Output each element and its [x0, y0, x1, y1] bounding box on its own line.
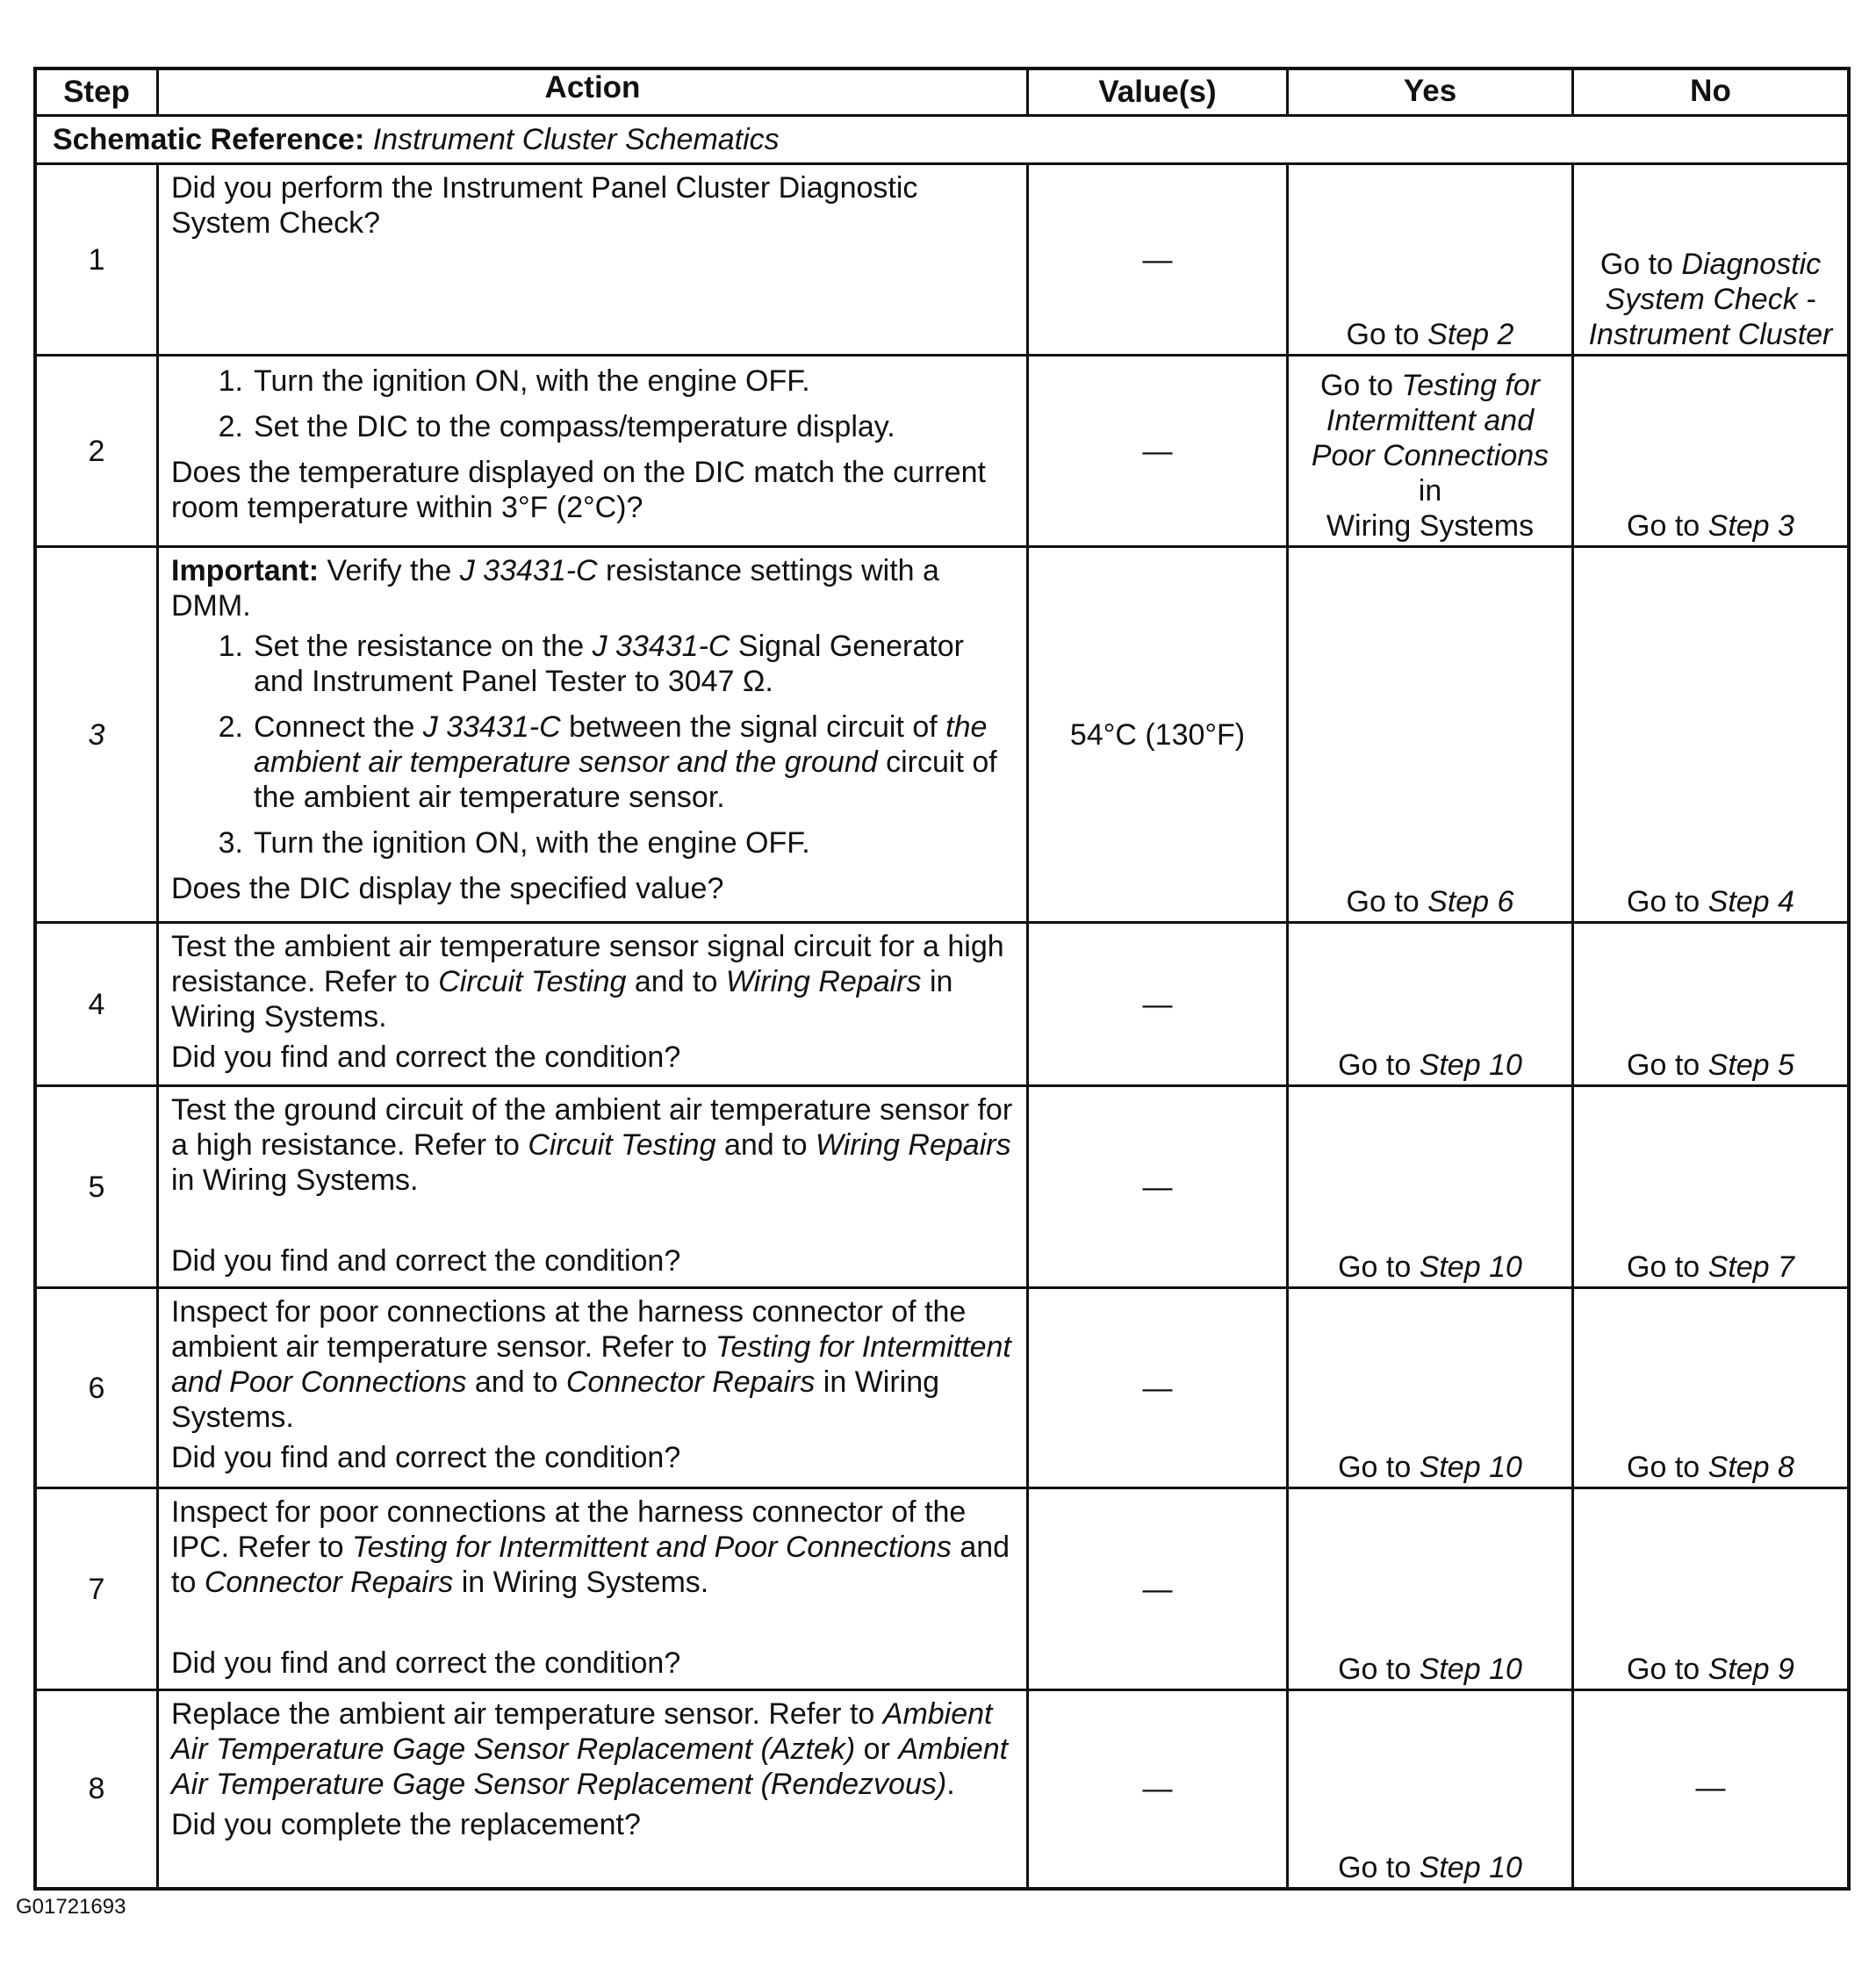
- step-description: Test the ambient air temperature sensor signal circuit for a high resistance. Refer to Circuit Testing and to Wiring Repairs in Wiring Systems.: [171, 930, 1004, 1034]
- header-row: [35, 68, 1849, 116]
- list-item: 1. Turn the ignition ON, with the engine OFF.: [218, 364, 810, 398]
- step-value: —: [1028, 1690, 1288, 1889]
- yes-link[interactable]: Step 10: [1419, 1451, 1522, 1484]
- step-number: 1: [35, 164, 158, 356]
- yes-link[interactable]: Step 10: [1419, 1048, 1522, 1082]
- yes-link[interactable]: Step 2: [1427, 318, 1514, 351]
- important-note: Important: Verify the J 33431-C resistance settings with a DMM.: [171, 554, 939, 623]
- step-instructions: [171, 364, 1016, 444]
- header-yes: Yes: [1288, 68, 1573, 116]
- step-number: 4: [35, 923, 158, 1086]
- step-number: 8: [35, 1690, 158, 1889]
- no-link[interactable]: Step 8: [1707, 1451, 1794, 1484]
- step-question: Did you find and correct the condition?: [171, 1646, 681, 1680]
- no-link[interactable]: Step 9: [1707, 1653, 1794, 1686]
- step-value: —: [1028, 356, 1288, 547]
- table-row: [35, 923, 1849, 1086]
- step-action: Did you perform the Instrument Panel Cluster Diagnostic System Check?: [158, 164, 1028, 356]
- table-row: [35, 1086, 1849, 1288]
- step-question: Did you find and correct the condition?: [171, 1244, 681, 1278]
- yes-link[interactable]: Step 10: [1419, 1850, 1522, 1884]
- diagnostic-table: [33, 67, 1851, 1891]
- step-question: Does the temperature displayed on the DIC match the current room temperature within 3°F (2°C)?: [171, 456, 986, 524]
- no-link[interactable]: Step 4: [1707, 885, 1794, 918]
- step-no: Go to Step 7: [1573, 1086, 1850, 1288]
- step-action: [158, 547, 1028, 923]
- step-yes: Go to Step 10: [1288, 1488, 1573, 1690]
- step-number: 6: [35, 1288, 158, 1488]
- step-value: —: [1028, 1488, 1288, 1690]
- step-no: Go to Step 4: [1573, 547, 1850, 923]
- step-yes: Go to Step 6: [1288, 547, 1573, 923]
- step-value: —: [1028, 1086, 1288, 1288]
- yes-link[interactable]: Step 10: [1419, 1653, 1522, 1686]
- schematic-reference: [35, 116, 1849, 164]
- table-row: [35, 356, 1849, 547]
- list-item: 3. Turn the ignition ON, with the engine OFF.: [218, 826, 810, 860]
- step-description: Test the ground circuit of the ambient air temperature sensor for a high resistance. Refer to Circuit Testing and to Wiring Repairs in Wiring Systems.: [171, 1093, 1013, 1197]
- table-row: [35, 1288, 1849, 1488]
- step-number: 5: [35, 1086, 158, 1288]
- step-action: [158, 356, 1028, 547]
- step-action: [158, 1690, 1028, 1889]
- step-yes: Go to Step 2: [1288, 164, 1573, 356]
- step-yes: Go to Step 10: [1288, 1288, 1573, 1488]
- step-no: Go to Step 3: [1573, 356, 1850, 547]
- no-link[interactable]: Step 7: [1707, 1250, 1794, 1284]
- step-instructions: [171, 629, 1016, 861]
- table-row: [35, 1488, 1849, 1690]
- step-description: Inspect for poor connections at the harness connector of the IPC. Refer to Testing for Intermittent and Poor Connections and to Connector Repairs in Wiring Systems.: [171, 1495, 1010, 1599]
- step-number: 2: [35, 356, 158, 547]
- step-question: Did you find and correct the condition?: [171, 1041, 681, 1074]
- schematic-link[interactable]: Instrument Cluster Schematics: [372, 123, 780, 156]
- step-no: Go to Step 8: [1573, 1288, 1850, 1488]
- step-question: Did you complete the replacement?: [171, 1808, 641, 1841]
- step-yes: Go to Step 10: [1288, 923, 1573, 1086]
- yes-link[interactable]: Testing for Intermittent and Poor Connections: [1311, 369, 1549, 472]
- schematic-label: Schematic Reference:: [53, 123, 365, 156]
- list-item: 1. Set the resistance on the J 33431-C Signal Generator and Instrument Panel Tester to 3047 Ω.: [218, 630, 964, 698]
- yes-link[interactable]: Step 10: [1419, 1250, 1522, 1284]
- step-number: 3: [35, 547, 158, 923]
- step-question: Does the DIC display the specified value?: [171, 872, 724, 905]
- table-row: [35, 547, 1849, 923]
- no-link[interactable]: Step 3: [1707, 509, 1794, 543]
- header-action: Action: [158, 68, 1028, 116]
- no-link[interactable]: Diagnostic System Check - Instrument Cluster: [1588, 248, 1833, 351]
- step-action: [158, 1288, 1028, 1488]
- table-row: [35, 1690, 1849, 1889]
- step-yes: Go to Step 10: [1288, 1086, 1573, 1288]
- no-link[interactable]: Step 5: [1707, 1048, 1794, 1082]
- step-value: —: [1028, 923, 1288, 1086]
- header-step: Step: [35, 68, 158, 116]
- header-no: No: [1573, 68, 1850, 116]
- step-no: —: [1573, 1690, 1850, 1889]
- list-item: 2. Connect the J 33431-C between the signal circuit of the ambient air temperature sensor and the ground circuit of the ambient air temperature sensor.: [218, 710, 997, 814]
- step-description: Inspect for poor connections at the harness connector of the ambient air temperature sensor. Refer to Testing for Intermittent and Poor Connections and to Connector Repairs in Wiring Systems.: [171, 1295, 1011, 1434]
- step-no: Go to Diagnostic System Check - Instrument Cluster: [1573, 164, 1850, 356]
- step-value: —: [1028, 164, 1288, 356]
- step-action: [158, 1086, 1028, 1288]
- step-action: [158, 1488, 1028, 1690]
- step-value: 54°C (130°F): [1028, 547, 1288, 923]
- step-question: Did you find and correct the condition?: [171, 1441, 681, 1474]
- step-action: [158, 923, 1028, 1086]
- step-description: Replace the ambient air temperature sensor. Refer to Ambient Air Temperature Gage Sensor Replacement (Aztek) or Ambient Air Temperature Gage Sensor Replacement (Rendezvous).: [171, 1697, 1009, 1801]
- schematic-reference-row: [35, 116, 1849, 164]
- step-no: Go to Step 5: [1573, 923, 1850, 1086]
- step-yes: Go to Step 10: [1288, 1690, 1573, 1889]
- list-item: 2. Set the DIC to the compass/temperature display.: [218, 410, 895, 443]
- step-yes: Go to Testing for Intermittent and Poor Connections in Wiring Systems: [1288, 356, 1573, 547]
- yes-link[interactable]: Step 6: [1427, 885, 1514, 918]
- step-value: —: [1028, 1288, 1288, 1488]
- step-number: 7: [35, 1488, 158, 1690]
- figure-code: G01721693: [16, 1895, 126, 1919]
- step-no: Go to Step 9: [1573, 1488, 1850, 1690]
- header-values: Value(s): [1028, 68, 1288, 116]
- table-row: [35, 164, 1849, 356]
